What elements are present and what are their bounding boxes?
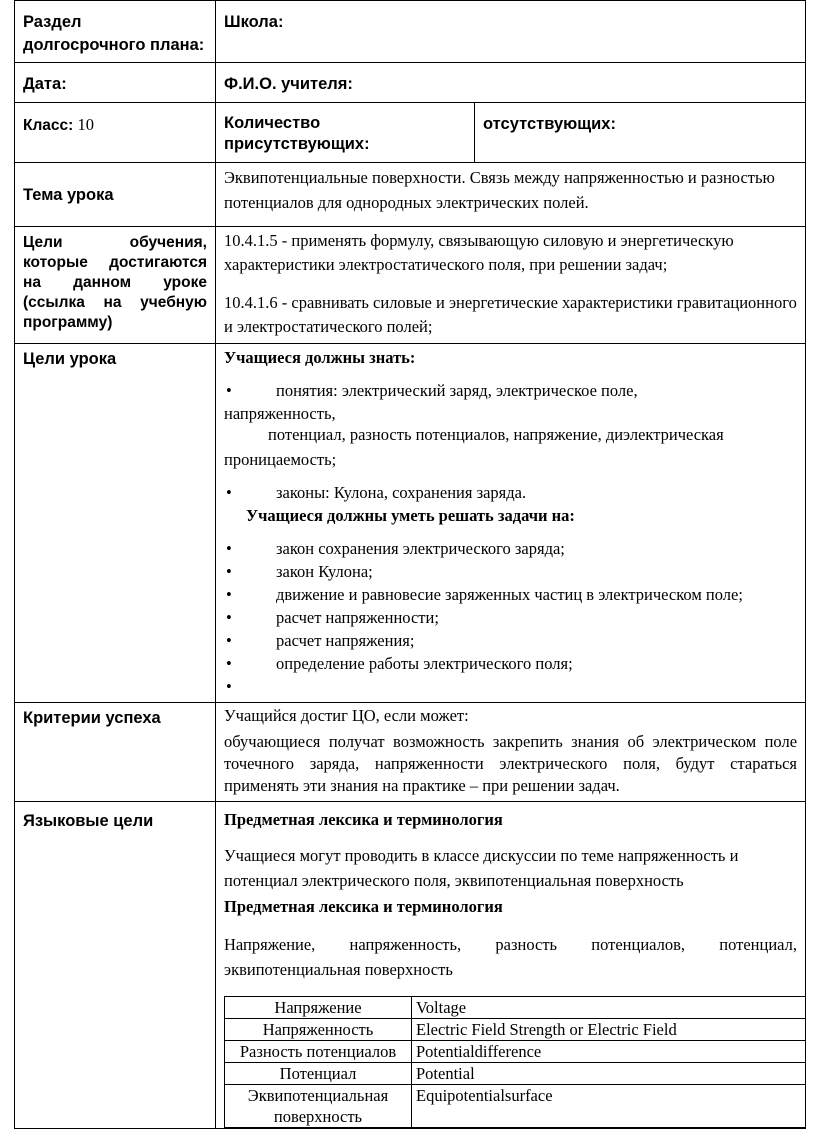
language-text: Напряжение, напряженность, разность потенциалов, потенциал, эквипотенциальная поверхность: [224, 935, 798, 979]
objectives-label-line: на данном уроке: [23, 274, 207, 291]
know-item-text: проницаемость;: [224, 450, 337, 469]
vocab-ru: Потенциал: [225, 1063, 412, 1085]
solve-item: [224, 675, 797, 698]
vocab-row: [225, 1085, 806, 1128]
topic-text: Эквипотенциальные поверхности. Связь между напряженностью и разностью потенциалов для однородных электрических полей.: [216, 163, 806, 227]
row-lesson-goals: [15, 344, 806, 703]
bullet-icon: •: [226, 585, 232, 604]
solve-item-text: закон сохранения электрического заряда;: [276, 539, 565, 558]
topic-label: Тема урока: [15, 163, 216, 227]
language-heading: Предметная лексика и терминология: [224, 810, 503, 829]
vocabulary-table: [224, 996, 806, 1128]
teacher-label: Ф.И.О. учителя:: [216, 63, 806, 103]
lesson-goals-label: Цели урока: [15, 344, 216, 703]
vocab-row: [225, 1041, 806, 1063]
solve-item: [224, 652, 797, 675]
vocab-en: Potentialdifference: [412, 1041, 806, 1063]
solve-item-text: расчет напряжения;: [276, 631, 415, 650]
objectives-label-line: программу): [23, 314, 113, 331]
criteria-content: [216, 703, 806, 802]
row-section: [15, 1, 806, 63]
bullet-icon: •: [226, 654, 232, 673]
row-class: [15, 103, 806, 163]
class-value: 10: [77, 115, 94, 134]
lesson-goals-content: [216, 344, 806, 703]
objectives-text: [216, 227, 806, 344]
language-text: Учащиеся могут проводить в классе дискуссии по теме напряженность и потенциал электрического поля, эквипотенциальная поверхность: [224, 846, 739, 890]
objectives-label-line: которые достигаются: [23, 254, 207, 271]
class-cell: [15, 103, 216, 163]
solve-item: [224, 629, 797, 652]
solve-item-text: расчет напряженности;: [276, 608, 439, 627]
vocab-en: Equipotentialsurface: [412, 1085, 806, 1128]
row-date: [15, 63, 806, 103]
vocab-ru: Эквипотенциальная поверхность: [225, 1085, 412, 1128]
lesson-plan-table: [14, 0, 806, 1129]
school-label: Школа:: [216, 1, 806, 63]
language-content: [216, 802, 806, 1129]
row-language: [15, 802, 806, 1129]
criteria-label: Критерии успеха: [15, 703, 216, 802]
absent-label: отсутствующих:: [475, 103, 806, 163]
criteria-text: обучающиеся получат возможность закрепить знания об электрическом поле точечного заряда, напряженности электрического поля, будут стараться применять эти знания на практике – при решении задач.: [224, 732, 798, 795]
vocab-ru: Разность потенциалов: [225, 1041, 412, 1063]
solve-item: [224, 560, 797, 583]
class-label: Класс:: [23, 117, 74, 134]
know-heading: Учащиеся должны знать:: [224, 348, 416, 367]
solve-heading: Учащиеся должны уметь решать задачи на:: [246, 506, 575, 525]
vocab-en: Electric Field Strength or Electric Field: [412, 1019, 806, 1041]
bullet-icon: •: [226, 381, 232, 400]
bullet-icon: •: [226, 539, 232, 558]
bullet-icon: •: [226, 562, 232, 581]
know-item: [224, 481, 797, 504]
objective-item: 10.4.1.6 - сравнивать силовые и энергетические характеристики гравитационного и электростатического полей;: [224, 293, 797, 336]
solve-item-text: определение работы электрического поля;: [276, 654, 573, 673]
row-criteria: [15, 703, 806, 802]
bullet-icon: •: [226, 608, 232, 627]
vocab-row: [225, 997, 806, 1019]
objectives-label-line: (ссылка на учебную: [23, 294, 207, 311]
section-label: Раздел долгосрочного плана:: [15, 1, 216, 63]
language-label: Языковые цели: [15, 802, 216, 1129]
present-label: Количество присутствующих:: [216, 103, 475, 163]
language-heading: Предметная лексика и терминология: [224, 897, 503, 916]
know-item-text: напряженность,: [224, 404, 336, 423]
objective-item: 10.4.1.5 - применять формулу, связывающую силовую и энергетическую характеристики электростатического поля, при решении задач;: [224, 231, 734, 274]
solve-item: [224, 583, 797, 606]
row-topic: [15, 163, 806, 227]
objectives-label: [15, 227, 216, 344]
lesson-plan: [14, 0, 805, 1129]
solve-item-text: закон Кулона;: [276, 562, 373, 581]
vocab-ru: Напряженность: [225, 1019, 412, 1041]
know-item-text: законы: Кулона, сохранения заряда.: [276, 483, 527, 502]
know-item: [224, 379, 797, 402]
row-objectives: [15, 227, 806, 344]
vocab-row: [225, 1063, 806, 1085]
solve-item-text: движение и равновесие заряженных частиц в электрическом поле;: [276, 585, 743, 604]
vocab-ru: Напряжение: [225, 997, 412, 1019]
bullet-icon: •: [226, 483, 232, 502]
vocab-row: [225, 1019, 806, 1041]
criteria-intro: Учащийся достиг ЦО, если может:: [224, 706, 469, 725]
vocab-en: Potential: [412, 1063, 806, 1085]
know-item-text: понятия: электрический заряд, электрическое поле,: [276, 381, 638, 400]
know-item-text: потенциал, разность потенциалов, напряжение, диэлектрическая: [268, 425, 724, 444]
solve-item: [224, 537, 797, 560]
vocab-en: Voltage: [412, 997, 806, 1019]
date-label: Дата:: [15, 63, 216, 103]
objectives-label-line: Цели обучения,: [23, 234, 207, 251]
solve-item: [224, 606, 797, 629]
bullet-icon: •: [226, 677, 232, 696]
bullet-icon: •: [226, 631, 232, 650]
